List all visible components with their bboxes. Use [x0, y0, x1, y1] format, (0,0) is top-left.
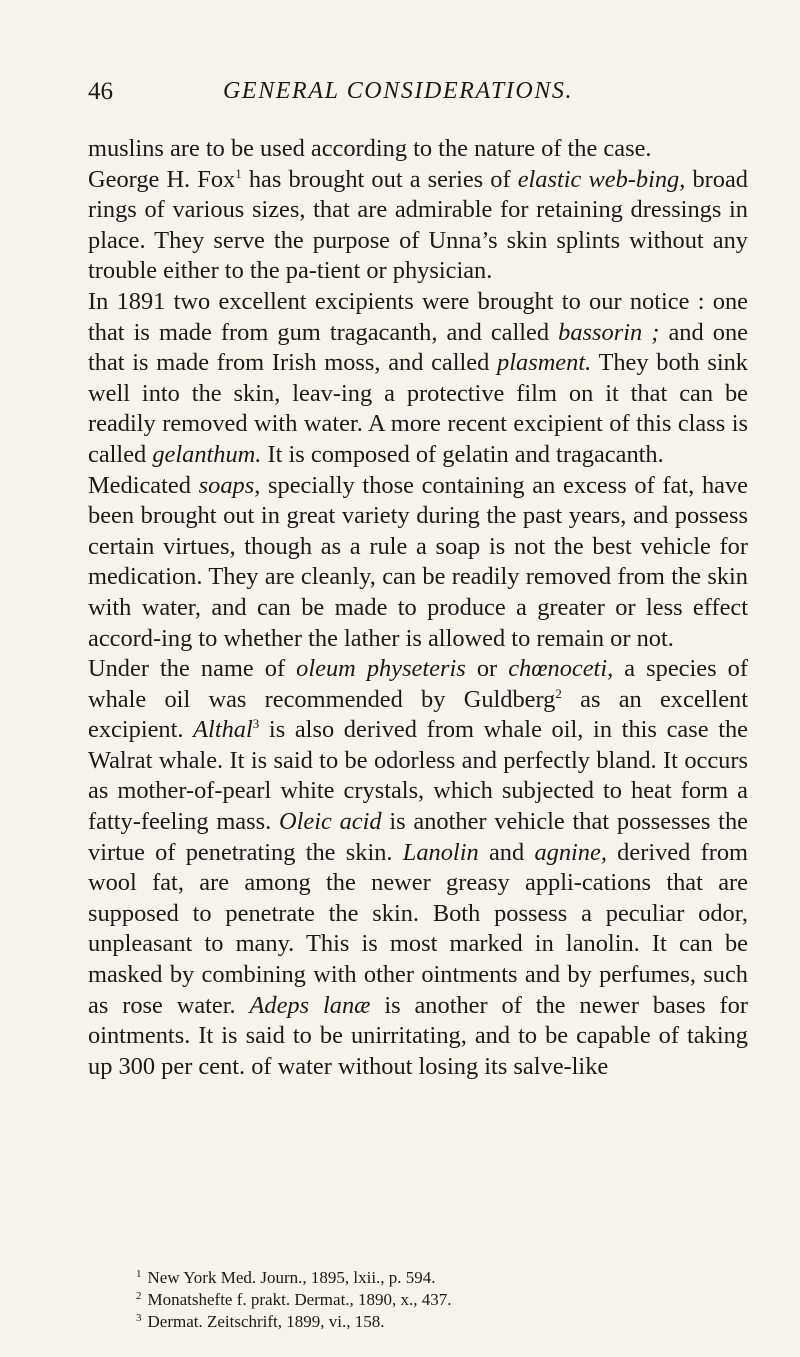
- text-run: as an excellent excipient.: [88, 685, 748, 744]
- text-run: derived from wool fat, are among the newer greasy appli-cations that are supposed to penetrate the skin. Both possess a peculiar odor, unpleasant to many. This is most marked in lanolin. It can be masked by combining with other ointments and by perfumes, such as rose water.: [88, 838, 748, 1019]
- paragraph: [88, 654, 748, 1082]
- italic-term: elastic web-bing,: [517, 165, 686, 193]
- text-run: specially those containing an excess of fat, have been brought out in great variety during the past years, and possess certain virtues, though as a rule a soap is not the best vehicle for medication. They are cleanly, can be readily removed from the skin with water, and can be made to produce a greater or less effect accord-ing to whether the lather is allowed to remain or not.: [88, 471, 748, 652]
- paragraph: [88, 134, 748, 165]
- italic-term: Adeps lanæ: [249, 991, 371, 1019]
- italic-term: plasment.: [497, 349, 592, 377]
- italic-term: agnine,: [534, 838, 607, 866]
- italic-term: Lanolin: [402, 838, 479, 866]
- paragraph: [88, 165, 748, 287]
- paragraph: [88, 287, 748, 471]
- footnote: [136, 1311, 696, 1333]
- footnote-mark: 2: [136, 1290, 142, 1302]
- footnote-ref: 1: [235, 165, 242, 181]
- italic-term: Oleic acid: [278, 808, 382, 836]
- footnote-mark: 3: [136, 1312, 142, 1324]
- italic-term: oleum physeteris: [296, 655, 466, 683]
- italic-term: gelanthum.: [152, 440, 262, 468]
- italic-term: bassorin ;: [558, 318, 660, 346]
- text-run: has brought out a series of: [241, 165, 518, 193]
- footnote-ref: 2: [555, 685, 562, 701]
- footnote-text: New York Med. Journ., 1895, lxii., p. 594.: [147, 1268, 436, 1287]
- text-run: a species of whale oil was recommended by Guldberg: [88, 655, 748, 713]
- text-run: It is composed of gelatin and tragacanth.: [261, 440, 664, 468]
- footnote: [136, 1267, 696, 1289]
- footnote: [136, 1289, 696, 1311]
- italic-term: chœnoceti,: [508, 655, 614, 683]
- text-run: They both sink well into the skin, leav-ing a protective film on it that can be readily removed with water. A more recent excipient of this class is called: [88, 349, 748, 468]
- text-run: muslins are to be used according to the nature of the case.: [88, 135, 652, 162]
- body-text: [88, 134, 748, 1082]
- text-run: Under the name of: [88, 655, 297, 683]
- italic-term: soaps,: [198, 471, 261, 499]
- italic-term: Althal: [193, 716, 253, 744]
- text-run: and: [478, 838, 535, 866]
- text-run: In 1891 two excellent excipients were brought to our notice : one that is made from gum tragacanth, and called: [88, 287, 748, 346]
- footnote-text: Dermat. Zeitschrift, 1899, vi., 158.: [147, 1312, 385, 1331]
- text-run: is also derived from whale oil, in this case the Walrat whale. It is said to be odorless and perfectly bland. It occurs as mother-of-pearl white crystals, which subjected to heat form a fatty-feeling mass.: [88, 716, 748, 836]
- text-run: Medicated: [88, 471, 199, 499]
- footnote-ref: 3: [252, 716, 260, 732]
- text-run: is another of the newer bases for ointments. It is said to be unirritating, and to be capable of taking up 300 per cent. of water without losing its salve-like: [88, 991, 748, 1080]
- text-run: broad rings of various sizes, that are admirable for retaining dressings in place. They serve the purpose of Unna’s skin splints without any trouble either to the pa-tient or physician.: [88, 165, 748, 285]
- running-title: GENERAL CONSIDERATIONS.: [223, 78, 574, 104]
- footnote-text: Monatshefte f. prakt. Dermat., 1890, x., 437.: [147, 1290, 452, 1309]
- text-run: or: [465, 655, 509, 683]
- text-run: and one that is made from Irish moss, and called: [88, 318, 748, 377]
- text-run: George H. Fox: [88, 165, 236, 193]
- text-run: is another vehicle that possesses the virtue of penetrating the skin.: [88, 808, 748, 866]
- footnotes: [136, 1267, 696, 1333]
- footnote-mark: 1: [136, 1268, 142, 1280]
- page-number: 46: [88, 78, 113, 105]
- running-head: [88, 78, 748, 110]
- paragraph: [88, 471, 748, 655]
